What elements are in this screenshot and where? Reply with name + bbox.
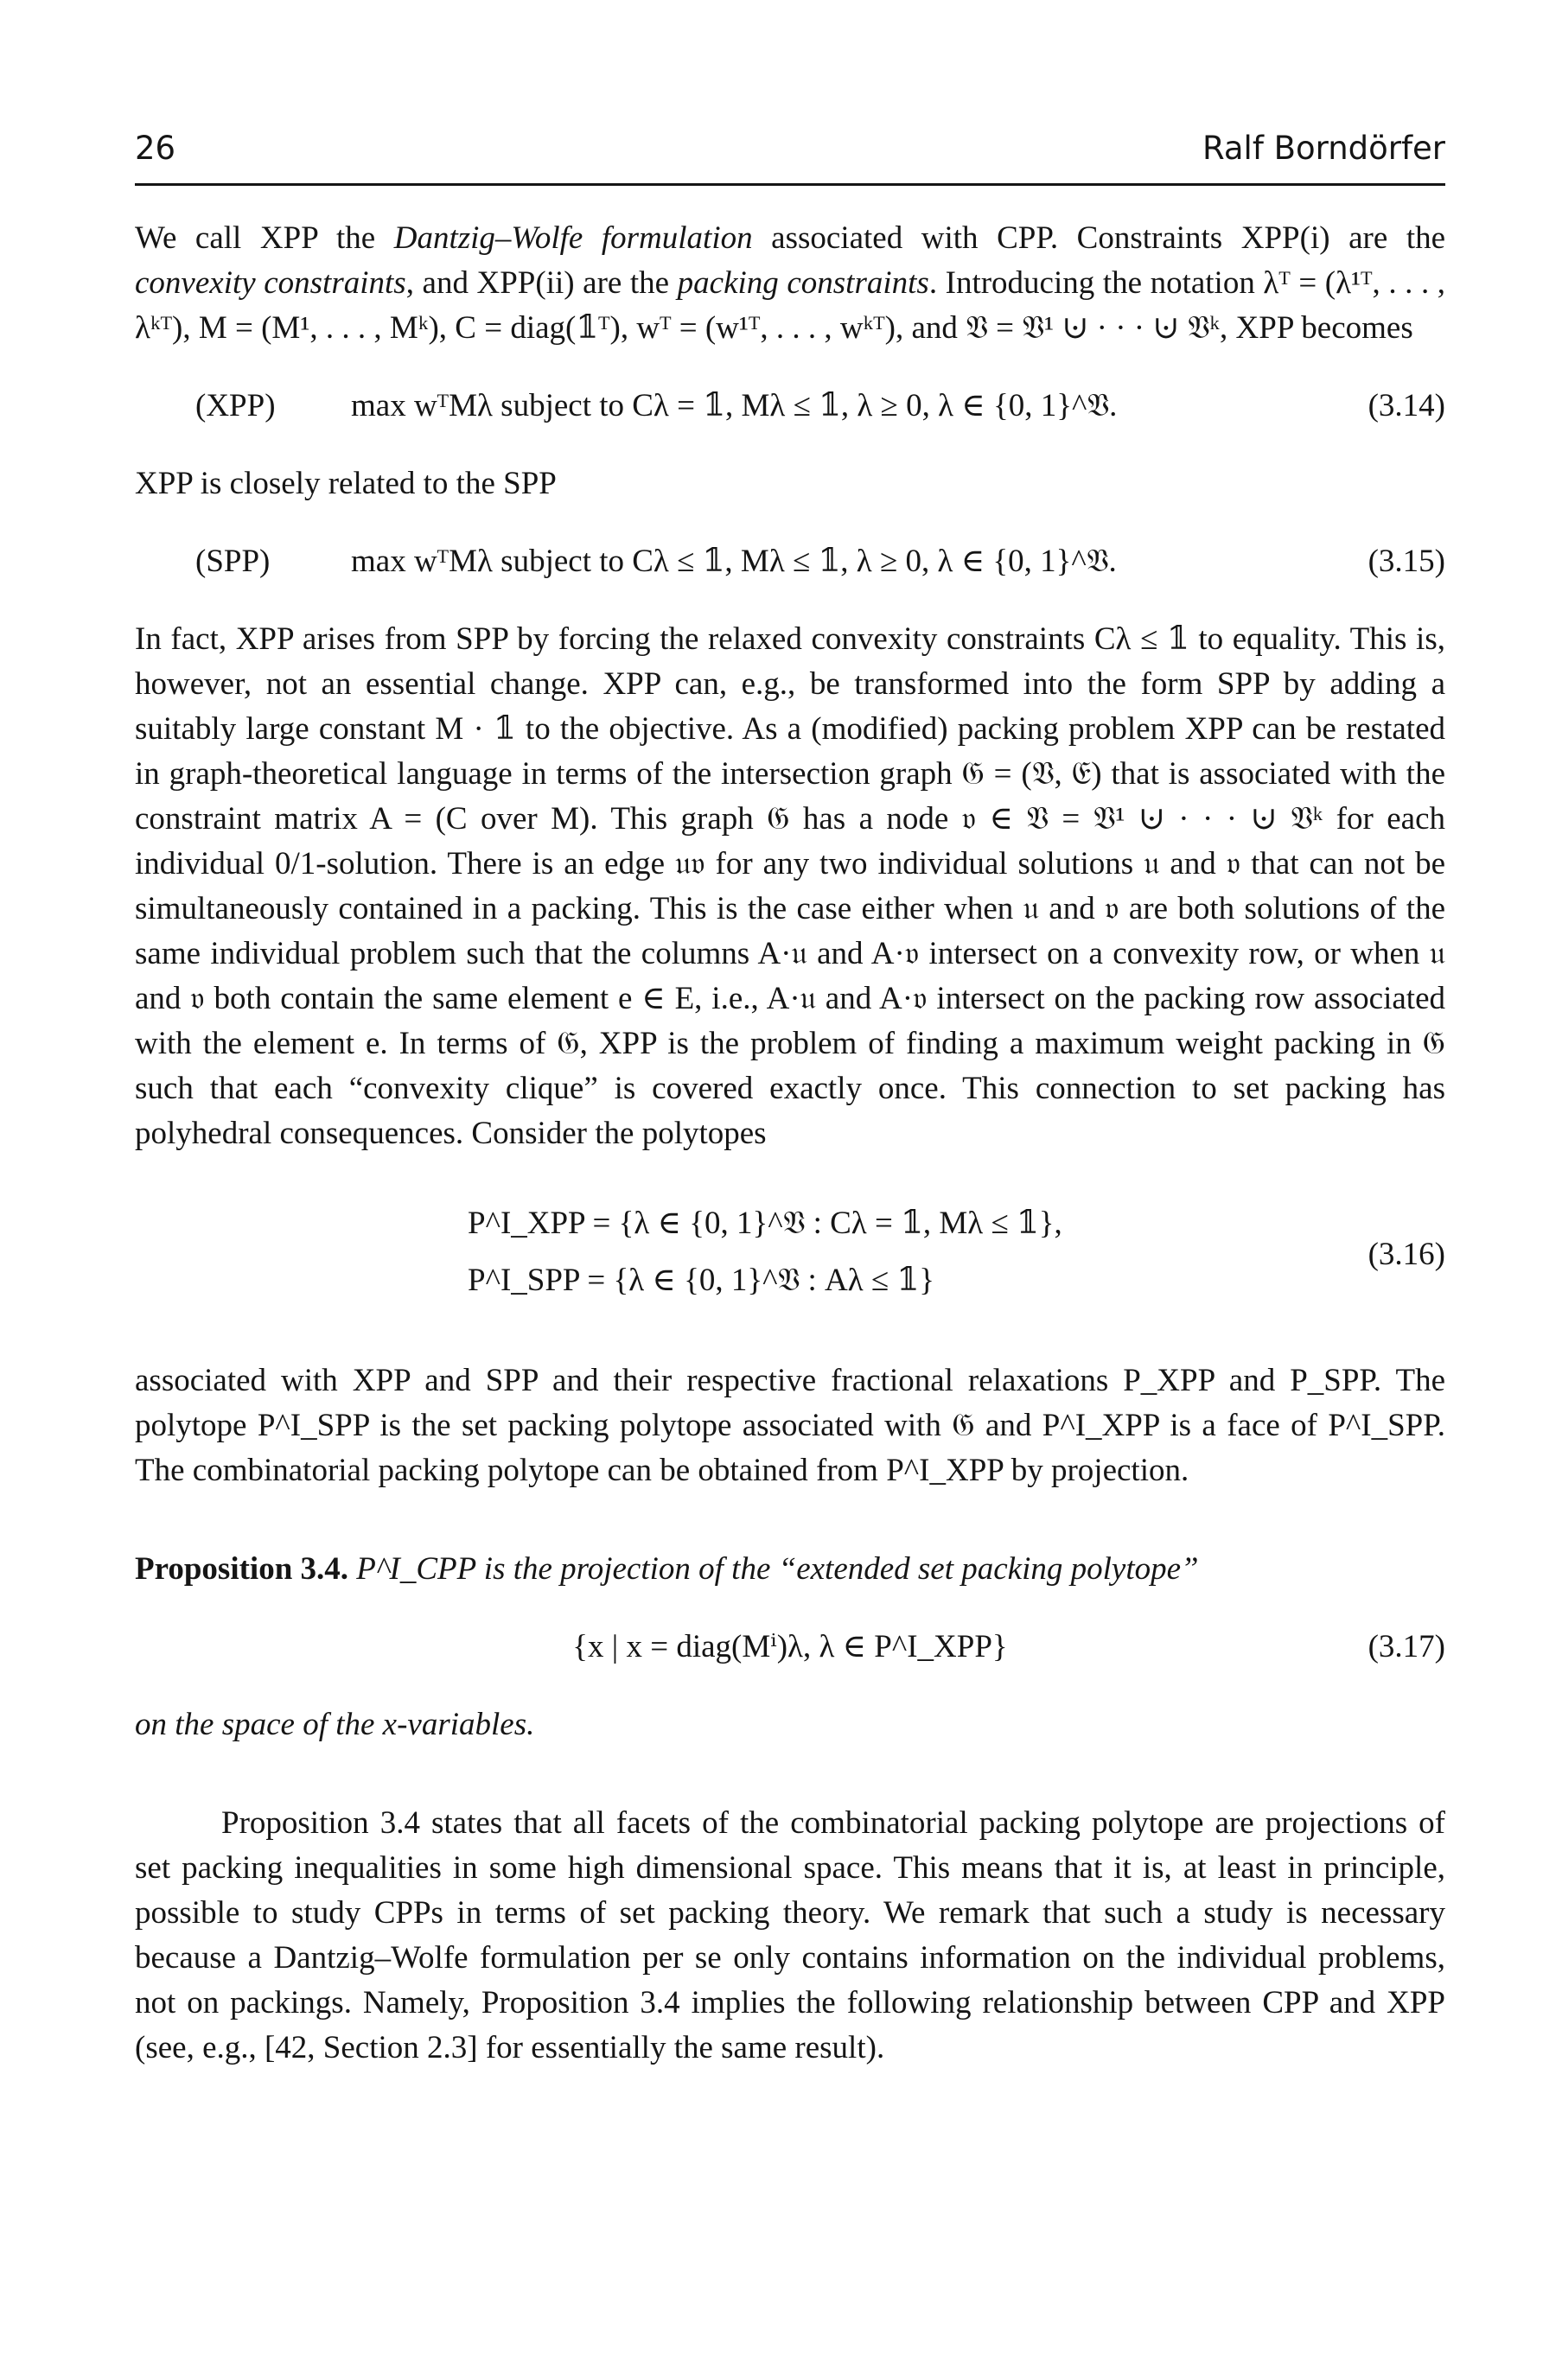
equation-expression: {x | x = diag(Mⁱ)λ, λ ∈ P^I_XPP} bbox=[572, 1629, 1008, 1664]
paragraph-relaxations: associated with XPP and SPP and their respective fractional relaxations P_XPP and P_SPP. The polytope P^I_SPP is the set packing polytope associated with 𝔊 and P^I_XPP is a face of P^I_SPP. The combinatorial packing polytope can be obtained from P^I_XPP by projection. bbox=[135, 1363, 1445, 1488]
page-number: 26 bbox=[135, 130, 176, 167]
intro-text-2: associated with CPP. Constraints XPP(i) are the bbox=[771, 220, 1446, 256]
proposition-tail-text: on the space of the x-variables. bbox=[135, 1707, 535, 1742]
equation-number: (3.15) bbox=[1368, 544, 1445, 579]
paragraph-discussion: Proposition 3.4 states that all facets of the combinatorial packing polytope are projections of set packing inequalities in some high dimensional space. This means that it is, at least in principle, possible to study CPPs in terms of set packing theory. We remark that such a study is necessary because a Dantzig–Wolfe formulation per se only contains information on the individual problems, not on packings. Namely, Proposition 3.4 implies the following relationship between CPP and XPP (see, e.g., [42, Section 2.3] for essentially the same result). bbox=[135, 1805, 1445, 2065]
running-header bbox=[135, 121, 1445, 186]
equation-number: (3.17) bbox=[1368, 1629, 1445, 1664]
equation-3-14 bbox=[135, 384, 1445, 429]
proposition-tail bbox=[135, 1702, 1445, 1747]
equation-expression: max wᵀMλ subject to Cλ ≤ 𝟙, Mλ ≤ 𝟙, λ ≥ 0, λ ∈ {0, 1}^𝔙. bbox=[351, 544, 1117, 579]
paragraph-related: XPP is closely related to the SPP bbox=[135, 466, 557, 501]
paragraph-intro bbox=[135, 216, 1445, 351]
term-dantzig-wolfe: Dantzig–Wolfe formulation bbox=[393, 220, 753, 256]
equation-3-17 bbox=[135, 1625, 1445, 1670]
proposition-3-4 bbox=[135, 1547, 1445, 1592]
proposition-statement: P^I_CPP is the projection of the “extended set packing polytope” bbox=[356, 1551, 1199, 1587]
term-convexity: convexity constraints bbox=[135, 265, 406, 301]
intro-text-4: . Introducing the notation λᵀ = (λ¹ᵀ, . . . , λᵏᵀ), M = (M¹, . . . , Mᵏ), C = diag(𝟙ᵀ), wᵀ = (w¹ᵀ, . . . , wᵏᵀ), and 𝔙 = 𝔙¹ ⊍ · · · ⊍ 𝔙ᵏ, XPP becomes bbox=[135, 265, 1446, 346]
equation-label-xpp: (XPP) bbox=[195, 388, 276, 423]
intro-text-3: , and XPP(ii) are the bbox=[405, 265, 670, 301]
paragraph-intersection-graph: In fact, XPP arises from SPP by forcing the relaxed convexity constraints Cλ ≤ 𝟙 to equality. This is, however, not an essential change. XPP can, e.g., be transformed into the form SPP by adding a suitably large constant M · 𝟙 to the objective. As a (modified) packing problem XPP can be restated in graph-theoretical language in terms of the intersection graph 𝔊 = (𝔙, 𝔈) that is associated with the constraint matrix A = (C over M). This graph 𝔊 has a node 𝔳 ∈ 𝔙 = 𝔙¹ ⊍ · · · ⊍ 𝔙ᵏ for each individual 0/1-solution. There is an edge 𝔲𝔳 for any two individual solutions 𝔲 and 𝔳 that can not be simultaneously contained in a packing. This is the case either when 𝔲 and 𝔳 are both solutions of the same individual problem such that the columns A·𝔲 and A·𝔳 intersect on a convexity row, or when 𝔲 and 𝔳 both contain the same element e ∈ E, i.e., A·𝔲 and A·𝔳 intersect on the packing row associated with the element e. In terms of 𝔊, XPP is the problem of finding a maximum weight packing in 𝔊 such that each “convexity clique” is covered exactly once. This connection to set packing has polyhedral consequences. Consider the polytopes bbox=[135, 621, 1445, 1151]
intro-text-1: We call XPP the bbox=[135, 220, 376, 256]
running-author: Ralf Borndörfer bbox=[1202, 130, 1445, 167]
page-body bbox=[135, 216, 1445, 2071]
term-packing: packing constraints bbox=[677, 265, 929, 301]
equation-3-16 bbox=[135, 1201, 1445, 1314]
equation-number: (3.14) bbox=[1368, 388, 1445, 423]
equation-3-15 bbox=[135, 539, 1445, 584]
equation-line-spp-polytope: P^I_SPP = {λ ∈ {0, 1}^𝔙 : Aλ ≤ 𝟙} bbox=[468, 1263, 934, 1298]
proposition-title: Proposition 3.4. bbox=[135, 1551, 349, 1587]
equation-line-xpp-polytope: P^I_XPP = {λ ∈ {0, 1}^𝔙 : Cλ = 𝟙, Mλ ≤ 𝟙}, bbox=[468, 1206, 1062, 1241]
equation-label-spp: (SPP) bbox=[195, 544, 271, 579]
equation-expression: max wᵀMλ subject to Cλ = 𝟙, Mλ ≤ 𝟙, λ ≥ 0, λ ∈ {0, 1}^𝔙. bbox=[351, 388, 1118, 423]
equation-number: (3.16) bbox=[1368, 1237, 1445, 1272]
